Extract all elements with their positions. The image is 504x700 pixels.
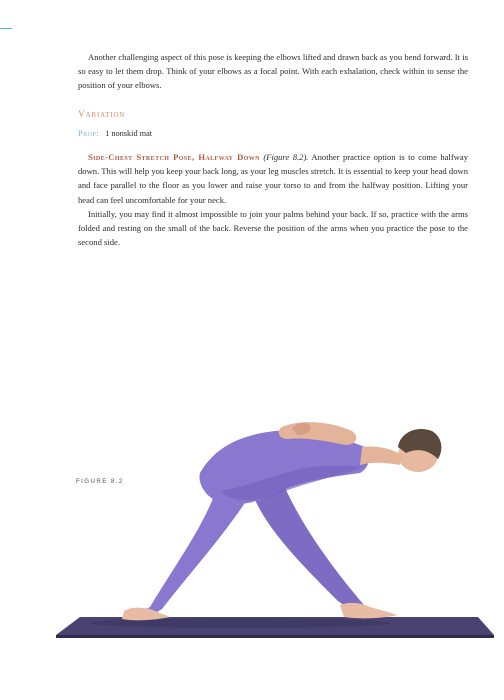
front-leg xyxy=(250,481,364,611)
front-foot xyxy=(340,603,398,618)
variation-heading: Variation xyxy=(78,109,126,120)
props-value: 1 nonskid mat xyxy=(105,128,153,138)
back-leg xyxy=(130,485,250,619)
closing-paragraph: Initially, you may find it almost impossible to join your palms behind your back. If so, practice with the arms folded and resting on the small of the back. Reverse the position of the arms when you practice the pose to the second side. xyxy=(78,208,468,248)
figure-caption: FIGURE 8.2 xyxy=(76,478,124,485)
pose-illustration xyxy=(0,395,504,700)
body-text xyxy=(78,50,468,249)
props-line xyxy=(78,127,468,141)
props-label: Prop: xyxy=(78,128,100,138)
pose-name: Side-Chest Stretch Pose, Halfway Down xyxy=(88,152,260,163)
intro-paragraph: Another challenging aspect of this pose is keeping the elbows lifted and drawn back as you bend forward. It is so easy to let them drop. Think of your elbows as a focal point. With each exhalation, check within to sense the position of your elbows. xyxy=(78,52,468,91)
pose-photo xyxy=(0,395,504,700)
figure-reference: (Figure 8.2). xyxy=(263,152,309,163)
page-edge-mark xyxy=(0,28,12,29)
variation-paragraph xyxy=(78,150,468,207)
variation-text: Another practice option is to come halfway down. This will help you keep your back long, as your leg muscles stretch. It is essential to keep your head down and face parallel to the floor as you lower and raise your torso to and from the halfway position. Lifting your head can feel uncomfortable for your neck. xyxy=(78,152,468,205)
